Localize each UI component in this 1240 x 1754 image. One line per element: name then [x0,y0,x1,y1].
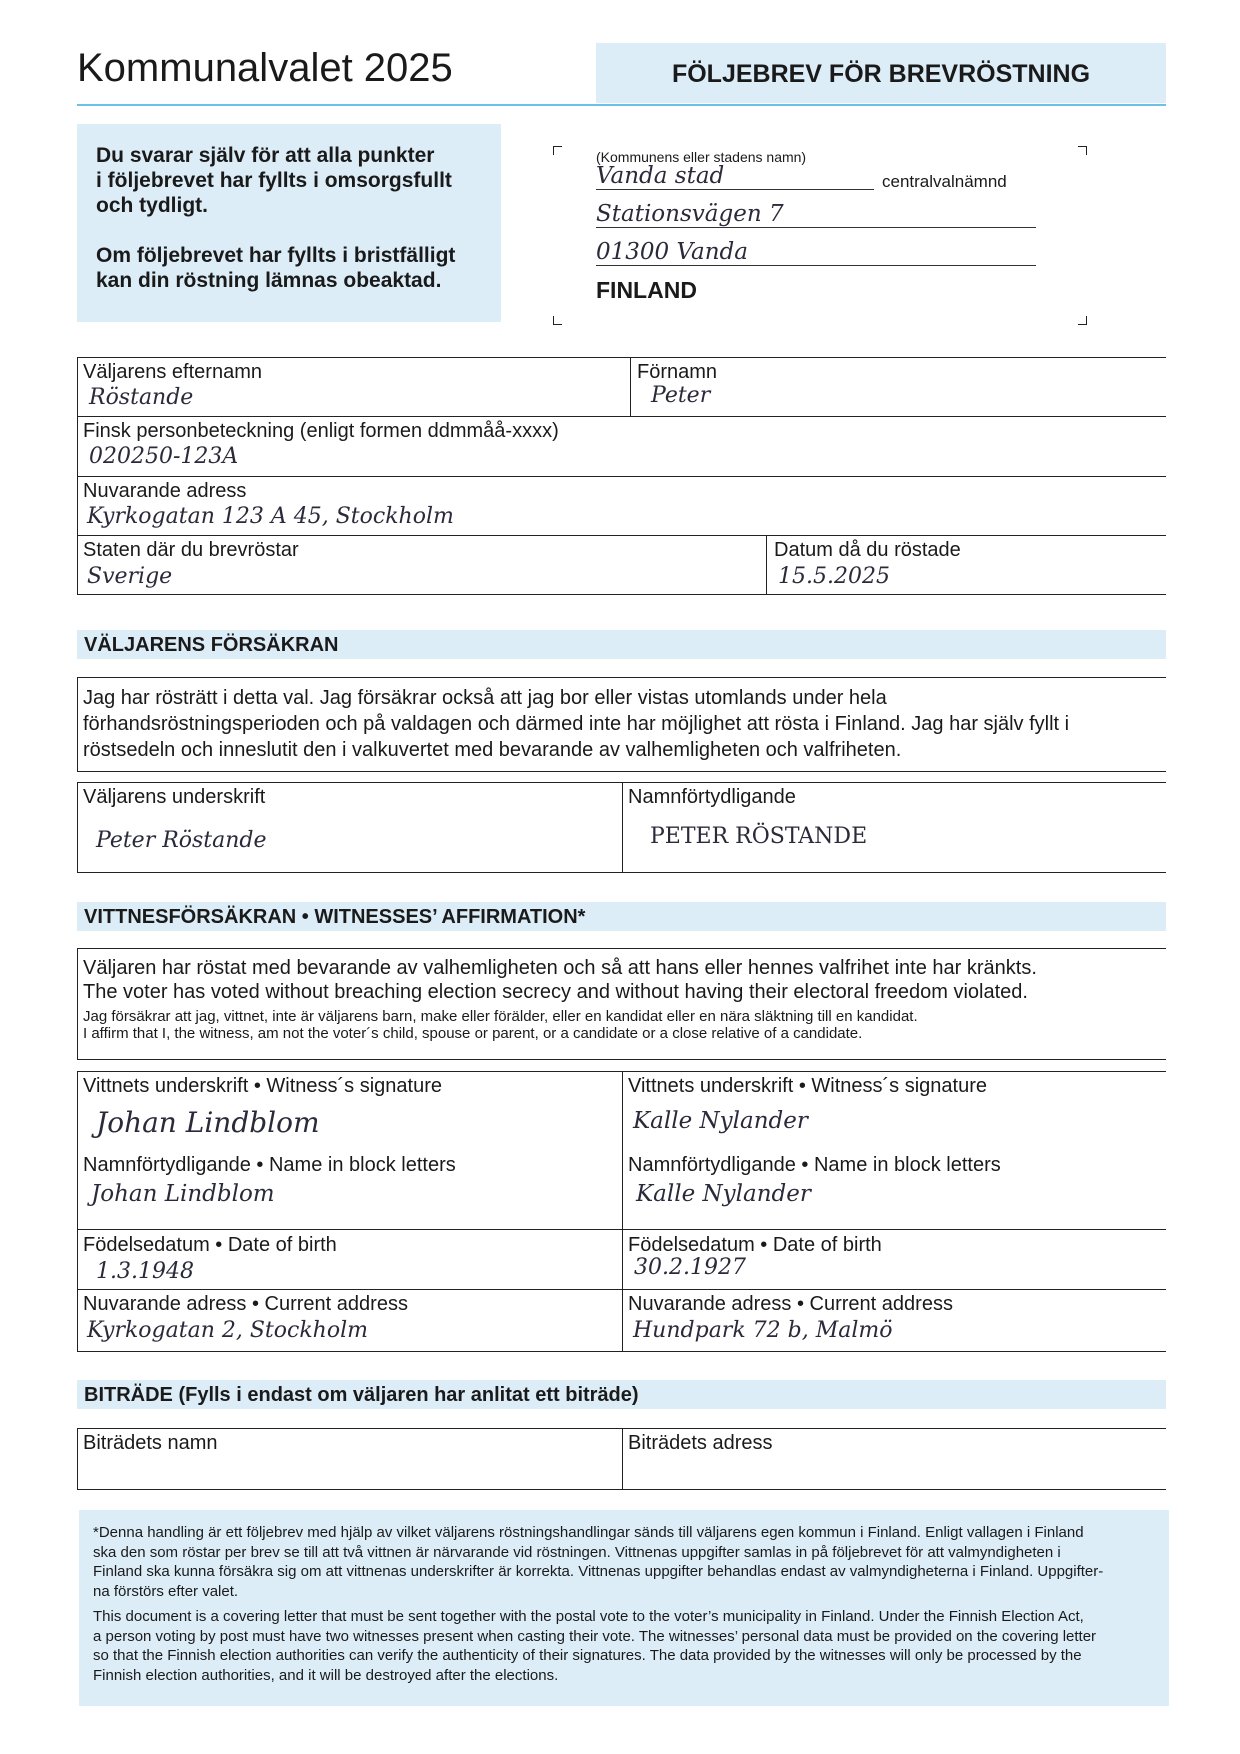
address-suffix: centralvalnämnd [882,172,1007,191]
footnote-line: a person voting by post must have two witnesses present when casting their vote. The witnesses’ personal data must be provided on the covering letter [93,1627,1097,1645]
address-municipality[interactable]: Vanda stad [596,163,725,189]
declaration-line: Jag har rösträtt i detta val. Jag försäkrar också att jag bor eller vistas utomlands under hela [83,687,887,709]
witness-line: Väljaren har röstat med bevarande av valhemligheten och så att hans eller hennes valfrihet inte har kränkts. [83,957,1037,979]
address-underline [596,189,874,190]
corner-mark [553,146,562,155]
witness-line: I affirm that I, the witness, am not the voter´s child, spouse or parent, or a candidate or a close relative of a candidate. [83,1025,863,1042]
state-label: Staten där du brevröstar [83,539,299,561]
witness2-address[interactable]: Hundpark 72 b, Malmö [633,1318,893,1343]
state-field[interactable]: Sverige [87,564,173,589]
col-divider [766,535,767,595]
header-badge-text: FÖLJEBREV FÖR BREVRÖSTNING [671,60,1091,88]
address-street[interactable]: Stationsvägen 7 [596,201,784,227]
address-caption: (Kommunens eller stadens namn) [596,149,807,165]
declaration-text [83,685,1069,763]
voter-name-label: Namnförtydligande [628,786,796,808]
witness-line: The voter has voted without breaching election secrecy and without having their electoral freedom violated. [83,981,1028,1003]
witness-statement [83,956,1037,1042]
witness2-dob[interactable]: 30.2.1927 [634,1255,746,1280]
witness2-dob-label: Födelsedatum • Date of birth [628,1234,882,1256]
corner-mark [553,316,562,325]
declaration-line: röstsedeln och inneslutit den i valkuvertet med bevarande av valhemligheten och valfriheten. [83,739,902,761]
col-divider [622,1428,623,1490]
footnote-line: *Denna handling är ett följebrev med hjälp av vilket väljarens röstningshandlingar sänds till väljarens egen kommun i Finland. Enligt vallagen i Finland [93,1524,1084,1541]
notice-text [96,143,455,293]
notice-line: Om följebrevet har fyllts i bristfälligt [96,244,456,267]
row-divider [77,416,1166,417]
voter-name-field[interactable]: PETER RÖSTANDE [650,824,868,849]
row-divider [77,476,1166,477]
witness2-signature-label: Vittnets underskrift • Witness´s signature [628,1075,987,1097]
address-underline [596,227,1036,228]
voter-address-field[interactable]: Kyrkogatan 123 A 45, Stockholm [87,504,454,529]
corner-mark [1078,316,1087,325]
witness-line: Jag försäkrar att jag, vittnet, inte är väljarens barn, make eller förälder, eller en kandidat eller en nära släktning till en kandidat. [83,1008,918,1025]
witness1-dob[interactable]: 1.3.1948 [96,1259,194,1284]
date-field[interactable]: 15.5.2025 [778,564,890,589]
col-divider [622,782,623,873]
witness2-address-label: Nuvarande adress • Current address [628,1293,953,1315]
witness2-signature[interactable]: Kalle Nylander [633,1108,808,1134]
page-title: Kommunalvalet 2025 [77,46,453,90]
assistant-name-label: Biträdets namn [83,1432,218,1454]
witness-heading: VITTNESFÖRSÄKRAN • WITNESSES’ AFFIRMATION* [84,906,586,928]
row-divider [77,535,1166,536]
notice-line: i följebrevet har fyllts i omsorgsfullt [96,169,452,192]
footnote-line: ska den som röstar per brev se till att två vittnen är närvarande vid röstningen. Vittnenas uppgifter samlas in på följebrevet för att valmyndigheten i [93,1543,1061,1561]
id-field[interactable]: 020250-123A [89,444,239,469]
voter-signature-label: Väljarens underskrift [83,786,266,808]
witness1-name[interactable]: Johan Lindblom [91,1181,275,1207]
header-rule [77,104,1166,106]
voter-address-label: Nuvarande adress [83,480,247,502]
declaration-line: förhandsröstningsperioden och på valdagen och därmed inte har möjlighet att rösta i Finland. Jag har själv fyllt i [83,713,1070,735]
witness1-block-label: Namnförtydligande • Name in block letters [83,1154,456,1176]
footnote-line: Finnish election authorities, and it will be destroyed after the elections. [93,1666,559,1684]
address-country: FINLAND [596,277,697,303]
witness2-name[interactable]: Kalle Nylander [636,1181,811,1207]
address-underline [596,265,1036,266]
surname-field[interactable]: Röstande [89,385,194,410]
witness1-address-label: Nuvarande adress • Current address [83,1293,408,1315]
row-divider [77,1289,1166,1290]
date-label: Datum då du röstade [774,539,961,561]
firstname-field[interactable]: Peter [651,383,711,408]
footnote-line: so that the Finnish election authorities can verify the authenticity of their signatures. The data provided by the witnesses will only be processed by the [93,1647,1082,1664]
firstname-label: Förnamn [637,361,718,383]
assistant-address-label: Biträdets adress [628,1432,773,1454]
footnote-text [93,1523,1103,1685]
assistant-heading: BITRÄDE (Fylls i endast om väljaren har anlitat ett biträde) [84,1384,639,1406]
address-postal[interactable]: 01300 Vanda [596,239,748,265]
row-divider [77,1229,1166,1230]
notice-line: och tydligt. [96,194,208,217]
declaration-heading: VÄLJARENS FÖRSÄKRAN [84,634,339,656]
witness1-address[interactable]: Kyrkogatan 2, Stockholm [87,1318,368,1343]
id-label: Finsk personbeteckning (enligt formen ddmmåå-xxxx) [83,420,559,442]
witness2-block-label: Namnförtydligande • Name in block letters [628,1154,1001,1176]
footnote-line: na förstörs efter valet. [93,1582,239,1600]
corner-mark [1078,146,1087,155]
col-divider [630,357,631,416]
voter-signature[interactable]: Peter Röstande [96,828,267,853]
witness1-signature[interactable]: Johan Lindblom [96,1106,320,1139]
notice-line: Du svarar själv för att alla punkter [96,144,435,167]
notice-line: kan din röstning lämnas obeaktad. [96,269,442,292]
witness1-dob-label: Födelsedatum • Date of birth [83,1234,337,1256]
footnote-line: Finland ska kunna försäkra sig om att vittnenas underskrifter är korrekta. Vittnenas uppgifter behandlas endast av valmyndigheterna i Finland. Uppgifter- [93,1563,1104,1580]
surname-label: Väljarens efternamn [83,361,262,383]
witness1-signature-label: Vittnets underskrift • Witness´s signature [83,1075,442,1097]
col-divider [622,1071,623,1352]
footnote-line: This document is a covering letter that must be sent together with the postal vote to the voter’s municipality in Finland. Under the Finnish Election Act, [93,1608,1084,1625]
